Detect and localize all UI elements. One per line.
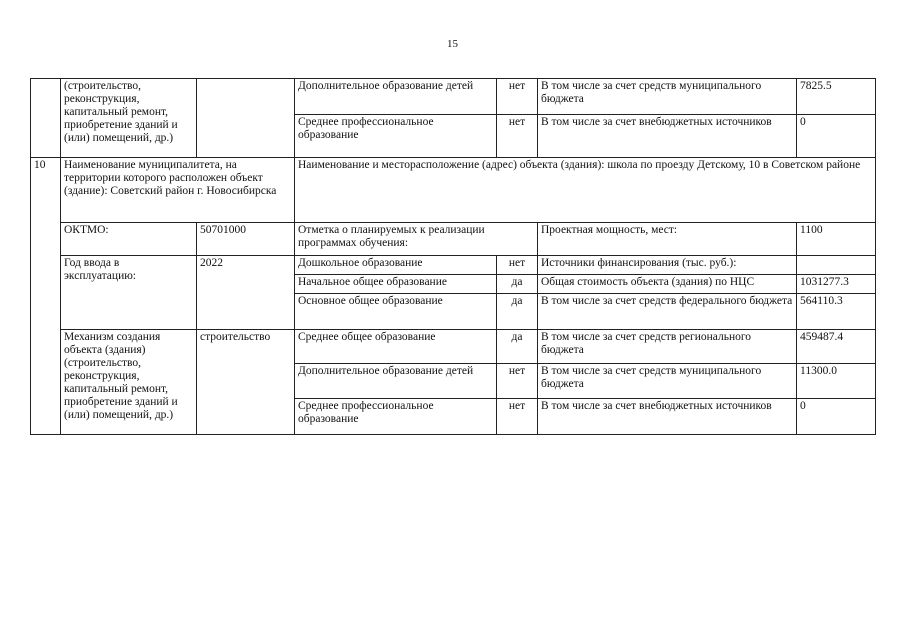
program-cell: Среднее профессиональное образование xyxy=(295,399,497,435)
year-value: 2022 xyxy=(197,256,295,330)
program-cell: Среднее профессиональное образование xyxy=(295,115,497,158)
program-cell: Основное общее образование xyxy=(295,294,497,330)
municipality-cell: Наименование муниципалитета, на территории которого расположен объект (здание): Советский район г. Новосибирска xyxy=(61,158,295,223)
program-flag: нет xyxy=(497,399,538,435)
funding-source: Источники финансирования (тыс. руб.): xyxy=(538,256,797,275)
mechanism-value-cell xyxy=(197,79,295,158)
program-cell: Начальное общее образование xyxy=(295,275,497,294)
program-flag: нет xyxy=(497,79,538,115)
object-number: 10 xyxy=(31,158,61,435)
program-flag: да xyxy=(497,294,538,330)
funding-value: 1031277.3 xyxy=(797,275,876,294)
program-cell: Дошкольное образование xyxy=(295,256,497,275)
funding-value: 564110.3 xyxy=(797,294,876,330)
program-flag: да xyxy=(497,330,538,364)
year-label: Год ввода в эксплуатацию: xyxy=(61,256,197,330)
funding-value xyxy=(797,256,876,275)
oktmo-label: ОКТМО: xyxy=(61,223,197,256)
program-flag: да xyxy=(497,275,538,294)
mechanism-label: Механизм создания объекта (здания) (строительство, реконструкция, капитальный ремонт, приобретение зданий и (или) помещений, др.) xyxy=(61,330,197,435)
table-row xyxy=(31,79,876,115)
funding-value: 7825.5 xyxy=(797,79,876,115)
program-cell: Среднее общее образование xyxy=(295,330,497,364)
capacity-value: 1100 xyxy=(797,223,876,256)
funding-source: В том числе за счет средств регионального бюджета xyxy=(538,330,797,364)
mechanism-tail: (строительство, реконструкция, капитальный ремонт, приобретение зданий и (или) помещений, др.) xyxy=(61,79,197,158)
program-flag: нет xyxy=(497,364,538,399)
program-cell: Дополнительное образование детей xyxy=(295,79,497,115)
funding-value: 0 xyxy=(797,399,876,435)
funding-source: В том числе за счет средств муниципального бюджета xyxy=(538,79,797,115)
funding-value: 459487.4 xyxy=(797,330,876,364)
capacity-label: Проектная мощность, мест: xyxy=(538,223,797,256)
funding-value: 11300.0 xyxy=(797,364,876,399)
funding-source: В том числе за счет внебюджетных источников xyxy=(538,399,797,435)
program-cell: Дополнительное образование детей xyxy=(295,364,497,399)
funding-source: В том числе за счет средств муниципального бюджета xyxy=(538,364,797,399)
program-flag: нет xyxy=(497,256,538,275)
table-row xyxy=(31,330,876,364)
object-name-cell: Наименование и месторасположение (адрес) объекта (здания): школа по проезду Детскому, 10 в Советском районе xyxy=(295,158,876,223)
funding-value: 0 xyxy=(797,115,876,158)
page-number: 15 xyxy=(447,38,458,50)
table-row xyxy=(31,158,876,223)
programs-label: Отметка о планируемых к реализации программах обучения: xyxy=(295,223,538,256)
table-row xyxy=(31,223,876,256)
funding-source: Общая стоимость объекта (здания) по НЦС xyxy=(538,275,797,294)
oktmo-value: 50701000 xyxy=(197,223,295,256)
table-row xyxy=(31,256,876,275)
number-cell xyxy=(31,79,61,158)
mechanism-value: строительство xyxy=(197,330,295,435)
funding-source: В том числе за счет средств федерального бюджета xyxy=(538,294,797,330)
object-table xyxy=(30,78,876,435)
program-flag: нет xyxy=(497,115,538,158)
funding-source: В том числе за счет внебюджетных источников xyxy=(538,115,797,158)
